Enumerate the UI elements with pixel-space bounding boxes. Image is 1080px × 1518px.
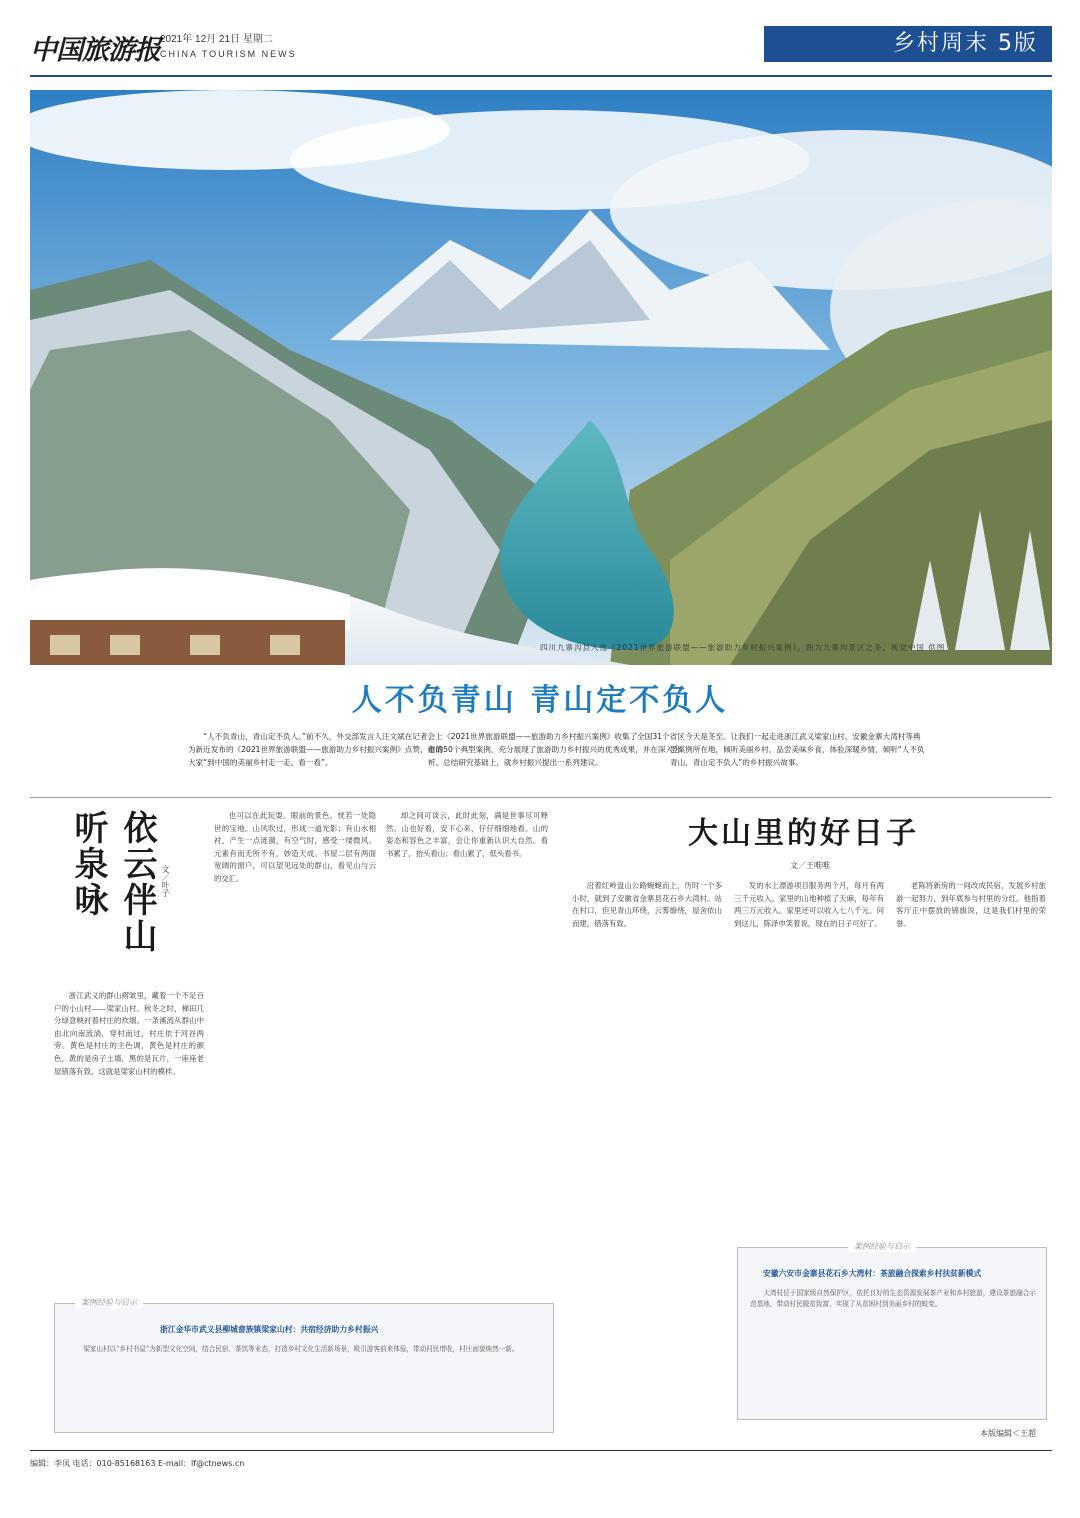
case-box-2-label: 案例经验与启示 bbox=[848, 1241, 916, 1252]
case-box-2 bbox=[737, 1242, 1047, 1420]
article1-column-3: 却之间可谈云，此时此刻，满是世事尽可释然。山也好看，安下心来，仔仔细细地看。山的姿态和容色之丰富，会让你重新认识大自然。看书累了，抬头看山；看山累了，低头看书。 bbox=[386, 811, 548, 858]
hero-photo bbox=[30, 90, 1052, 665]
article2-column-3: 老陈将新房的一间改成民宿，发展乡村旅游一起努力，到年底参与村里的分红。他指着客厅正中摆放的锦旗说，这是我们村里的荣誉。 bbox=[896, 881, 1046, 928]
issue-date: 2021年 12月 21日 星期二 bbox=[160, 34, 273, 45]
newspaper-logo: 中国旅游报 bbox=[30, 35, 160, 66]
case-box-1-text: 梁家山村以“乡村书屋”为新型文化空间，结合民宿、茶饮等业态，打造乡村文化生活新场景，吸引游客前来体验，带动村民增收，村庄面貌焕然一新。 bbox=[83, 1345, 519, 1353]
lead-paragraph-2: 《2021世界旅游联盟——旅游助力乡村振兴案例》收集了全国31个省区市的50个典型案例，充分展现了旅游助力乡村振兴的优秀成果，并在深入分析、总结研究基础上，就乡村振兴提出一系列建议。 bbox=[428, 732, 685, 767]
case-box-2-text: 大湾村位于国家级自然保护区，依托良好的生态资源发展茶产业和乡村旅游，建设茶旅融合示范基地，带动村民脱贫致富，实现了从贫困村到美丽乡村的蜕变。 bbox=[750, 1289, 1036, 1308]
lead-divider bbox=[30, 797, 1052, 798]
article2-byline: 文／王唯唯 bbox=[790, 861, 830, 870]
masthead-rule bbox=[30, 75, 1052, 77]
section-tag: 乡村周末 5版 bbox=[764, 26, 1052, 62]
editor-credit: 本版编辑＜王超 bbox=[980, 1429, 1036, 1438]
footer-rule bbox=[30, 1450, 1052, 1451]
article2-title: 大山里的好日子 bbox=[688, 816, 919, 851]
article1-column-1: 浙江武义的群山褶皱里，藏着一个不足百户的小山村——梁家山村。秋冬之时，梯田几分绿意映衬着村庄的炊烟。一条溪流从群山中由北向南流淌，穿村而过，村庄依于河谷两旁。黄色是村庄的主色调，黄色是村庄的颜色，黄的是房子土墙，黑的是瓦片，一座座老屋错落有致，这就是梁家山村的模样。 bbox=[54, 991, 204, 1076]
article2-column-2: 发的水上漂游项目服务两个月，每月有两三千元收入。家里的山地种植了天麻，每年有两三万元收入。家里还可以收入七八千元。问到这儿，陈泽申笑着说，现在的日子可好了。 bbox=[734, 881, 884, 928]
lead-paragraph-1: “人不负青山，青山定不负人。”前不久，外交部发言人汪文斌在记者会上为新近发布的《2021世界旅游联盟——旅游助力乡村振兴案例》点赞，邀请大家“到中国的美丽乡村走一走、看一看”。 bbox=[188, 732, 443, 767]
footer-contact: 编辑：李凤 电话：010-85168163 E-mail：lf@ctnews.cn bbox=[30, 1459, 245, 1468]
article1-title: 依云伴山 听泉咏 bbox=[68, 810, 157, 954]
masthead bbox=[30, 24, 1052, 70]
photo-caption: 四川九寨沟县入选《2021世界旅游联盟——旅游助力乡村振兴案例》。图为九寨沟景区之冬。视觉中国 供图 bbox=[540, 643, 946, 652]
case-box-1-title: 浙江金华市武义县柳城畲族镇梁家山村：共宿经济助力乡村振兴 bbox=[160, 1325, 379, 1334]
case-box-1-label: 案例经验与启示 bbox=[75, 1297, 143, 1308]
case-box-2-title: 安徽六安市金寨县花石乡大湾村：茶旅融合探索乡村扶贫新模式 bbox=[763, 1269, 982, 1278]
snow-mountain-illustration bbox=[30, 90, 1052, 665]
article2-column-1: 沿着红岭盘山公路蜿蜒而上，历时一个多小时，就到了安徽省金寨县花石乡大湾村。站在村口，但见青山环绕，云雾缭绕，屋舍依山而建，错落有致。 bbox=[572, 881, 722, 928]
case-box-1 bbox=[54, 1298, 554, 1433]
article1-byline: 文／叶子 bbox=[161, 865, 170, 897]
english-name: CHINA TOURISM NEWS bbox=[160, 49, 297, 59]
article1-column-2: 也可以在此玩耍。眼前的景色，恍若一处隐世的宝地。山风吹过，形成一道光影；有山水相衬，产生一点涟漪，有空气时，感受一缕微风。元素有而无所不有，妙造天成。书屋二层有两面宽阔的窗户，可以望见远处的群山，看见山与云的交汇。 bbox=[214, 811, 376, 883]
date-block bbox=[160, 32, 297, 62]
lead-paragraph-3: 今天是冬至。让我们一起走进浙江武义梁家山村、安徽金寨大湾村等典型案例所在地，倾听美丽乡村，品尝美味乡食，体验深暖乡情，倾听“人不负青山，青山定不负人”的乡村振兴故事。 bbox=[670, 732, 925, 767]
page-headline: 人不负青山 青山定不负人 bbox=[351, 683, 729, 718]
